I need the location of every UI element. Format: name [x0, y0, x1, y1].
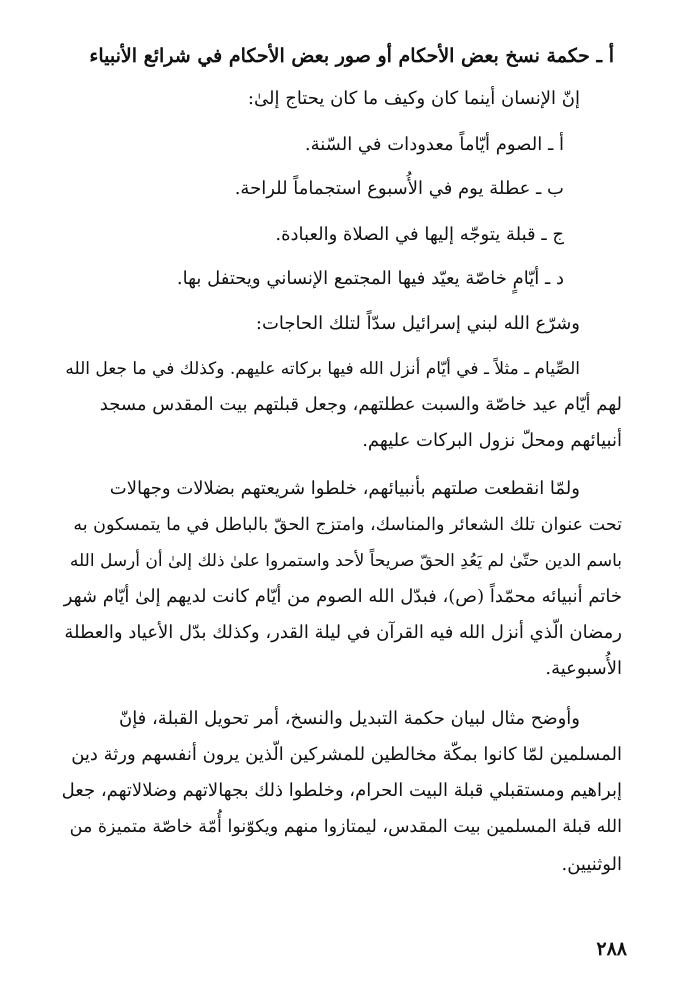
para3-line-1: وأوضح مثال لبيان حكمة التبديل والنسخ، أمر تحويل القبلة، فإنّ	[118, 708, 580, 729]
para2-line-2: تحت عنوان تلك الشعائر والمناسك، وامتزج الحقّ بالباطل في ما يتمسكون به	[73, 515, 622, 535]
para3-line-2: المسلمين لمّا كانوا بمكّة مخالطين للمشركين الّذين يرون أنفسهم ورثة دين	[71, 744, 622, 765]
para3-line-4: الله قبلة المسلمين بيت المقدس، ليمتازوا منهم ويكوّنوا أُمّة خاصّة متميزة من	[69, 817, 622, 837]
intro-line: إنّ الإنسان أينما كان وكيف ما كان يحتاج إلىٰ:	[247, 88, 580, 109]
para3-line-3: إبراهيم ومستقبلي قبلة البيت الحرام، وخلطوا ذلك بجهالاتهم وضلالاتهم، جعل	[61, 780, 622, 801]
para1-line-3: أنبيائهم ومحلّ نزول البركات عليهم.	[362, 430, 622, 451]
para2-line-4: خاتم أنبيائه محمّداً (ص)، فبدّل الله الصوم من أيّام كانت لديهم إلىٰ أيّام شهر	[63, 586, 622, 607]
para2-line-1: ولمّا انقطعت صلتهم بأنبيائهم، خلطوا شريعتهم بضلالات وجهالات	[109, 478, 580, 499]
legislation-line: وشرّع الله لبني إسرائيل سدّاً لتلك الحاجات:	[255, 313, 580, 334]
para1-line-2: لهم أيّام عيد خاصّة والسبت عطلتهم، وجعل قبلتهم بيت المقدس مسجد	[99, 394, 622, 415]
need-item-festival-days: د ـ أيّامٍ خاصّة يعيّد فيها المجتمع الإنساني ويحتفل بها.	[176, 268, 564, 289]
section-heading: أ ـ حكمة نسخ بعض الأحكام أو صور بعض الأحكام في شرائع الأنبياء	[89, 45, 614, 67]
need-item-fasting: أ ـ الصوم أيّاماً معدودات في السّنة.	[304, 134, 564, 155]
para2-line-5: رمضان الّذي أنزل الله فيه القرآن في ليلة القدر، وكذلك بدّل الأعياد والعطلة	[64, 622, 622, 643]
need-item-qibla: ج ـ قبلة يتوجّه إليها في الصلاة والعبادة.	[275, 224, 564, 245]
para3-line-5: الوثنيين.	[561, 854, 622, 875]
para2-line-6: الأُسبوعية.	[545, 658, 622, 679]
para1-line-1: الصِّيام ـ مثلاً ـ في أيّام أنزل الله فيها بركاته عليهم. وكذلك في ما جعل الله	[65, 359, 580, 379]
need-item-weekly-rest: ب ـ عطلة يوم في الأُسبوع استجماماً للراحة.	[234, 178, 564, 199]
para2-line-3: باسم الدين حتّىٰ لم يَعُدِ الحقّ صريحاً لأحد واستمروا علىٰ ذلك إلىٰ أن أرسل الله	[69, 551, 622, 571]
page-number: ٢٨٨	[596, 938, 627, 960]
